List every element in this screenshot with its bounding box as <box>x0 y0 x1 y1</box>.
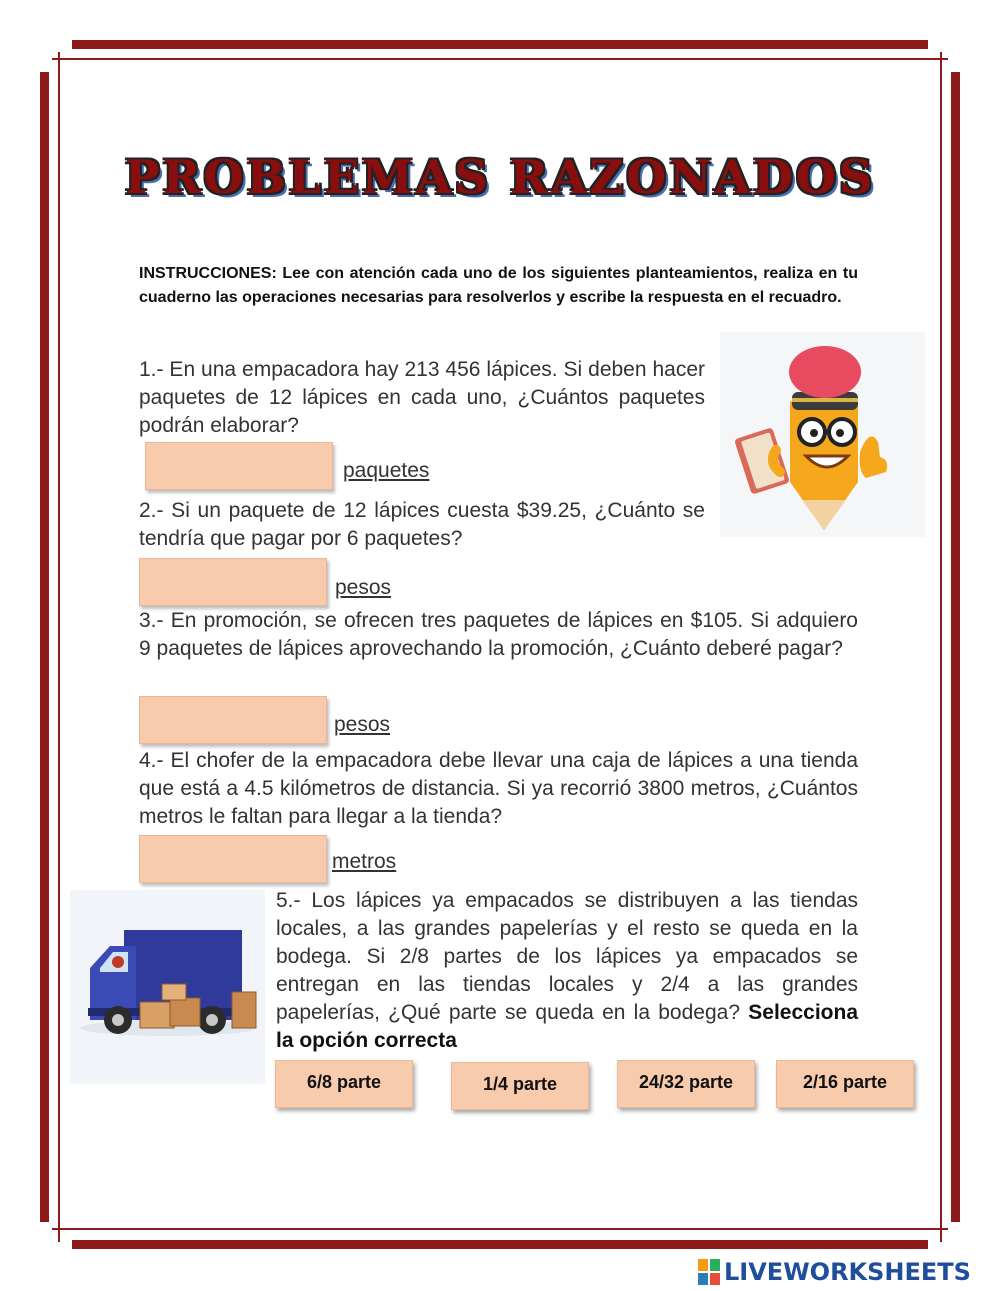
answer-2-unit: pesos <box>335 576 392 599</box>
frame-left-line <box>58 52 60 1242</box>
frame-top-line <box>52 58 948 60</box>
pencil-mascot-image <box>720 332 925 537</box>
question-5-instruction: Selecciona la opción correcta <box>276 1001 858 1052</box>
delivery-truck-image <box>70 890 265 1084</box>
option-2-16-parte[interactable]: 2/16 parte <box>776 1060 914 1108</box>
question-5-body: 5.- Los lápices ya empacados se distribuyen a las tiendas locales, a las grandes papelerías y el resto se queda en la bodega. Si 2/8 partes de los lápices ya empacados se entregan en las tiendas locales y 2/4 a las grandes papelerías, ¿Qué parte se queda en la bodega? <box>276 889 858 1024</box>
question-3-text: 3.- En promoción, se ofrecen tres paquetes de lápices en $105. Si adquiero 9 paquetes de lápices aprovechando la promoción, ¿Cuánto deberé pagar? <box>139 609 858 660</box>
frame-bottom-line <box>52 1228 948 1230</box>
frame-right-line <box>940 52 942 1242</box>
answer-3-unit: pesos <box>334 713 391 736</box>
answer-2-input[interactable] <box>139 558 327 606</box>
liveworksheets-logo <box>698 1258 971 1286</box>
instructions-text: INSTRUCCIONES: Lee con atención cada uno de los siguientes planteamientos, realiza en tu cuaderno las operaciones necesarias para resolverlos y escribe la respuesta en el recuadro. <box>139 265 858 306</box>
frame-bottom-bar <box>72 1240 928 1249</box>
question-1-text: 1.- En una empacadora hay 213 456 lápices. Si deben hacer paquetes de 12 lápices en cada uno, ¿Cuántos paquetes podrán elaborar? <box>139 358 705 437</box>
page-title: PROBLEMAS RAZONADOS <box>124 150 876 204</box>
frame-top-bar <box>72 40 928 49</box>
option-6-8-parte[interactable]: 6/8 parte <box>275 1060 413 1108</box>
liveworksheets-logo-icon <box>698 1259 720 1285</box>
liveworksheets-text: LIVEWORKSHEETS <box>724 1258 971 1286</box>
answer-1-unit: paquetes <box>343 459 430 482</box>
question-4-text: 4.- El chofer de la empacadora debe llevar una caja de lápices a una tienda que está a 4.5 kilómetros de distancia. Si ya recorrió 3800 metros, ¿Cuántos metros le faltan para llegar a la tienda? <box>139 749 858 828</box>
option-24-32-parte[interactable]: 24/32 parte <box>617 1060 755 1108</box>
answer-3-input[interactable] <box>139 696 327 744</box>
question-2-text: 2.- Si un paquete de 12 lápices cuesta $39.25, ¿Cuánto se tendría que pagar por 6 paquetes? <box>139 499 705 550</box>
question-5-text <box>276 887 858 1055</box>
frame-right-bar <box>951 72 960 1222</box>
answer-4-unit: metros <box>332 850 397 873</box>
answer-4-input[interactable] <box>139 835 327 883</box>
answer-1-input[interactable] <box>145 442 333 490</box>
frame-left-bar <box>40 72 49 1222</box>
option-1-4-parte[interactable]: 1/4 parte <box>451 1062 589 1110</box>
